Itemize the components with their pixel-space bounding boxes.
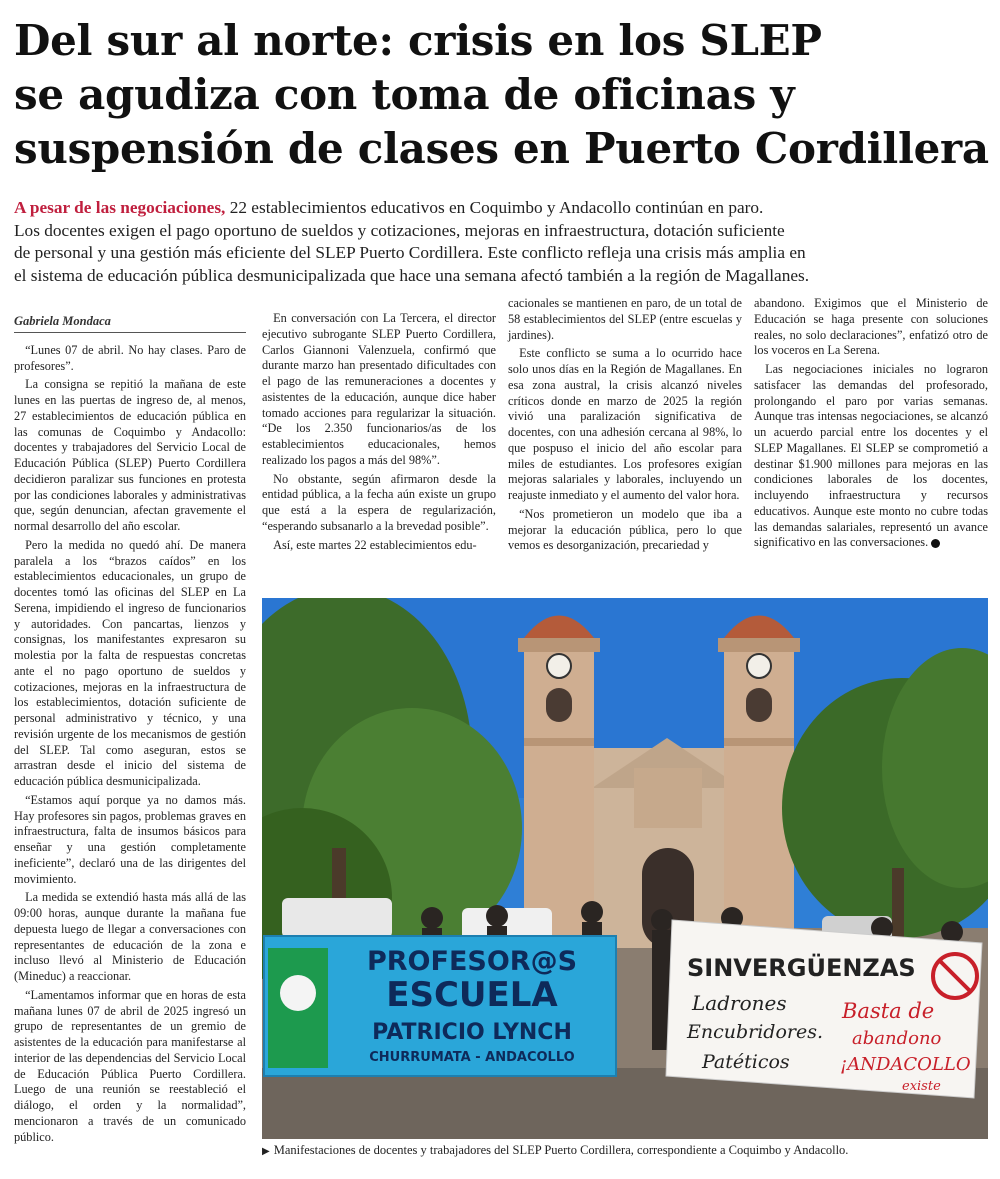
banner-right-word-4: Patéticos [702,1051,790,1073]
lede-line-3: de personal y una gestión más eficiente del SLEP Puerto Cordillera. Este conflicto refleja una crisis más amplia en [14,243,806,263]
paragraph: “Lamentamos informar que en horas de esta mañana lunes 07 de abril de 2025 ingresó un grupo de representantes de un gremio de asistentes de la educación para manifestarse al interior de las dependencias del Servicio Local de Educación Pública Puerto Cordillera. Luego de una reunión se reestableció el diálogo, el orden y la normalidad”, mencionaron a través de un comunicado público. [14,987,246,1144]
banner-left-line-3: PATRICIO LYNCH [372,1020,572,1045]
lede-line-1: 22 establecimientos educativos en Coquimbo y Andacollo continúan en paro. [225,198,764,217]
paragraph: Pero la medida no quedó ahí. De manera paralela a los “brazos caídos” en los establecimientos educacionales, un grupo de docentes tomó las oficinas del SLEP en La Serena, impidiendo el ingreso de funcionarios y autoridades. Con pancartas, lienzos y consignas, los manifestantes expresaron su molestia por la falta de respuestas concretas ante el no pago oportuno de sueldos y cotizaciones, mejoras en la infraestructura de los establecimientos, dotación suficiente de personal administrativo y técnico, y una revisión urgente de los mecanismos de gestión del SLEP. Tal como aseguran, estos se arrastran desde el inicio del sistema de educación pública desmunicipalizada. [14,537,246,788]
banner-right-word-2: Ladrones [692,991,787,1015]
article-column-4 [754,296,988,554]
banner-right-word-6: abandono [852,1028,942,1049]
banner-right-word-7: ¡ANDACOLLO [840,1054,971,1075]
paragraph: Así, este martes 22 establecimientos edu- [273,537,477,552]
paragraph: cacionales se mantienen en paro, de un total de 58 establecimientos del SLEP (entre escuelas y jardines). [508,296,742,342]
paragraph: “Estamos aquí porque ya no damos más. Hay profesores sin pagos, problemas graves en infraestructura, falta de insumos básicos para enseñar y una gestión completamente ineficiente”, declaró una de las dirigentes del movimiento. [14,792,246,886]
byline: Gabriela Mondaca [14,314,246,333]
banner-right-word-3: Encubridores. [687,1021,824,1043]
banner-left-line-2: ESCUELA [386,975,558,1015]
paragraph: La consigna se repitió la mañana de este lunes en las puertas de ingreso de, al menos, 27 establecimientos de educación pública en las comunas de Coquimbo y Andacollo: docentes y trabajadores del Servicio Local de Educación Pública (SLEP) Puerto Cordillera decidieron paralizar sus funciones en protesta por las condiciones laborales y administrativas que, según denuncian, afectan gravemente el normal desarrollo del año escolar. [14,377,246,533]
caption-text: Manifestaciones de docentes y trabajadores del SLEP Puerto Cordillera, correspondiente a Coquimbo y Andacollo. [273,1143,849,1157]
banner-left-line-4: CHURRUMATA - ANDACOLLO [369,1050,575,1065]
headline [14,14,989,176]
paragraph: Este conflicto se suma a lo ocurrido hace solo unos días en la Región de Magallanes. En esa zona austral, la crisis alcanzó niveles críticos donde en marzo de 2025 la región vivió una paralización significativa de docentes, con una adhesión cercana al 98%, lo que pospuso el inicio del año escolar para miles de estudiantes. Los profesores exigían mejoras salariales y laborales, incluyendo un reajuste inmediato y el aumento del valor hora. [508,346,742,502]
paragraph: “Lunes 07 de abril. No hay clases. Paro de profesores”. [14,342,246,373]
article-column-1 [14,314,246,1148]
caption-arrow-icon: ▶ [262,1146,270,1157]
paragraph: En conversación con La Tercera, el director ejecutivo subrogante SLEP Puerto Cordillera, Carlos Giannoni Valenzuela, confirmó que durante marzo han presentado dificultades con el pago de las remuneraciones a docentes y asistentes de la educación, aunque dice haber tomado acciones para regularizar la situación. “De los 2.350 funcionarios/as de los establecimientos educacionales, hemos realizado los pagos a más del 98%”. [262,311,496,467]
paragraph: No obstante, según afirmaron desde la entidad pública, a la fecha aún existe un grupo que está a la espera de regularización, “esperando subsanarlo a la brevedad posible”. [262,471,496,533]
paragraph [754,362,988,551]
lede-lead-in: A pesar de las negociaciones, [14,198,226,217]
headline-line-1: Del sur al norte: crisis en los SLEP [14,16,822,65]
banner-right-word-1: SINVERGÜENZAS [687,954,916,982]
paragraph-text: Las negociaciones iniciales no lograron satisfacer las demandas del profesorado, prolongando el paro por varias semanas. Aunque tras intensas negociaciones, se alcanzó un acuerdo parcial entre los docentes y el SLEP Magallanes. El SLEP se comprometió a destinar $1.900 millones para mejoras en las condiciones laborales de los docentes, incluyendo infraestructura y recursos educativos. Aunque este monto no cubre todas las demandas salariales, representó un avance significativo en las conversaciones. [754,362,988,550]
banner-right-word-5: Basta de [842,999,935,1023]
lede-line-2: Los docentes exigen el pago oportuno de sueldos y cotizaciones, mejoras en infraestructura, dotación suficiente [14,220,785,240]
lede-line-4: el sistema de educación pública desmunicipalizada que hace una semana afectó también a la región de Magallanes. [14,265,810,285]
photo-caption [262,1143,988,1158]
article-column-3 [508,296,742,557]
lede [14,197,989,287]
paragraph: “Nos prometieron un modelo que iba a mejorar la educación pública, pero lo que vemos es desorganización, precariedad y [508,506,742,553]
banner-right-word-8: existe [902,1079,941,1094]
paragraph: abandono. Exigimos que el Ministerio de Educación se haga presente con soluciones reales, no solo declaraciones”, enfatizó otro de los voceros en La Serena. [754,296,988,358]
headline-line-2: se agudiza con toma de oficinas y [14,70,795,119]
paragraph: La medida se extendió hasta más allá de las 09:00 horas, aunque durante la mañana fue depuesta luego de llegar a conversaciones con representantes de educación de la zona e incluso llevó al Ministerio de Educación (Mineduc) a reaccionar. [14,890,246,983]
article-photo [262,598,988,1139]
article-column-2 [262,311,496,556]
headline-line-3: suspensión de clases en Puerto Cordillera [14,124,989,173]
banner-left-line-1: PROFESOR@S [366,946,578,977]
end-mark-icon [931,539,940,548]
